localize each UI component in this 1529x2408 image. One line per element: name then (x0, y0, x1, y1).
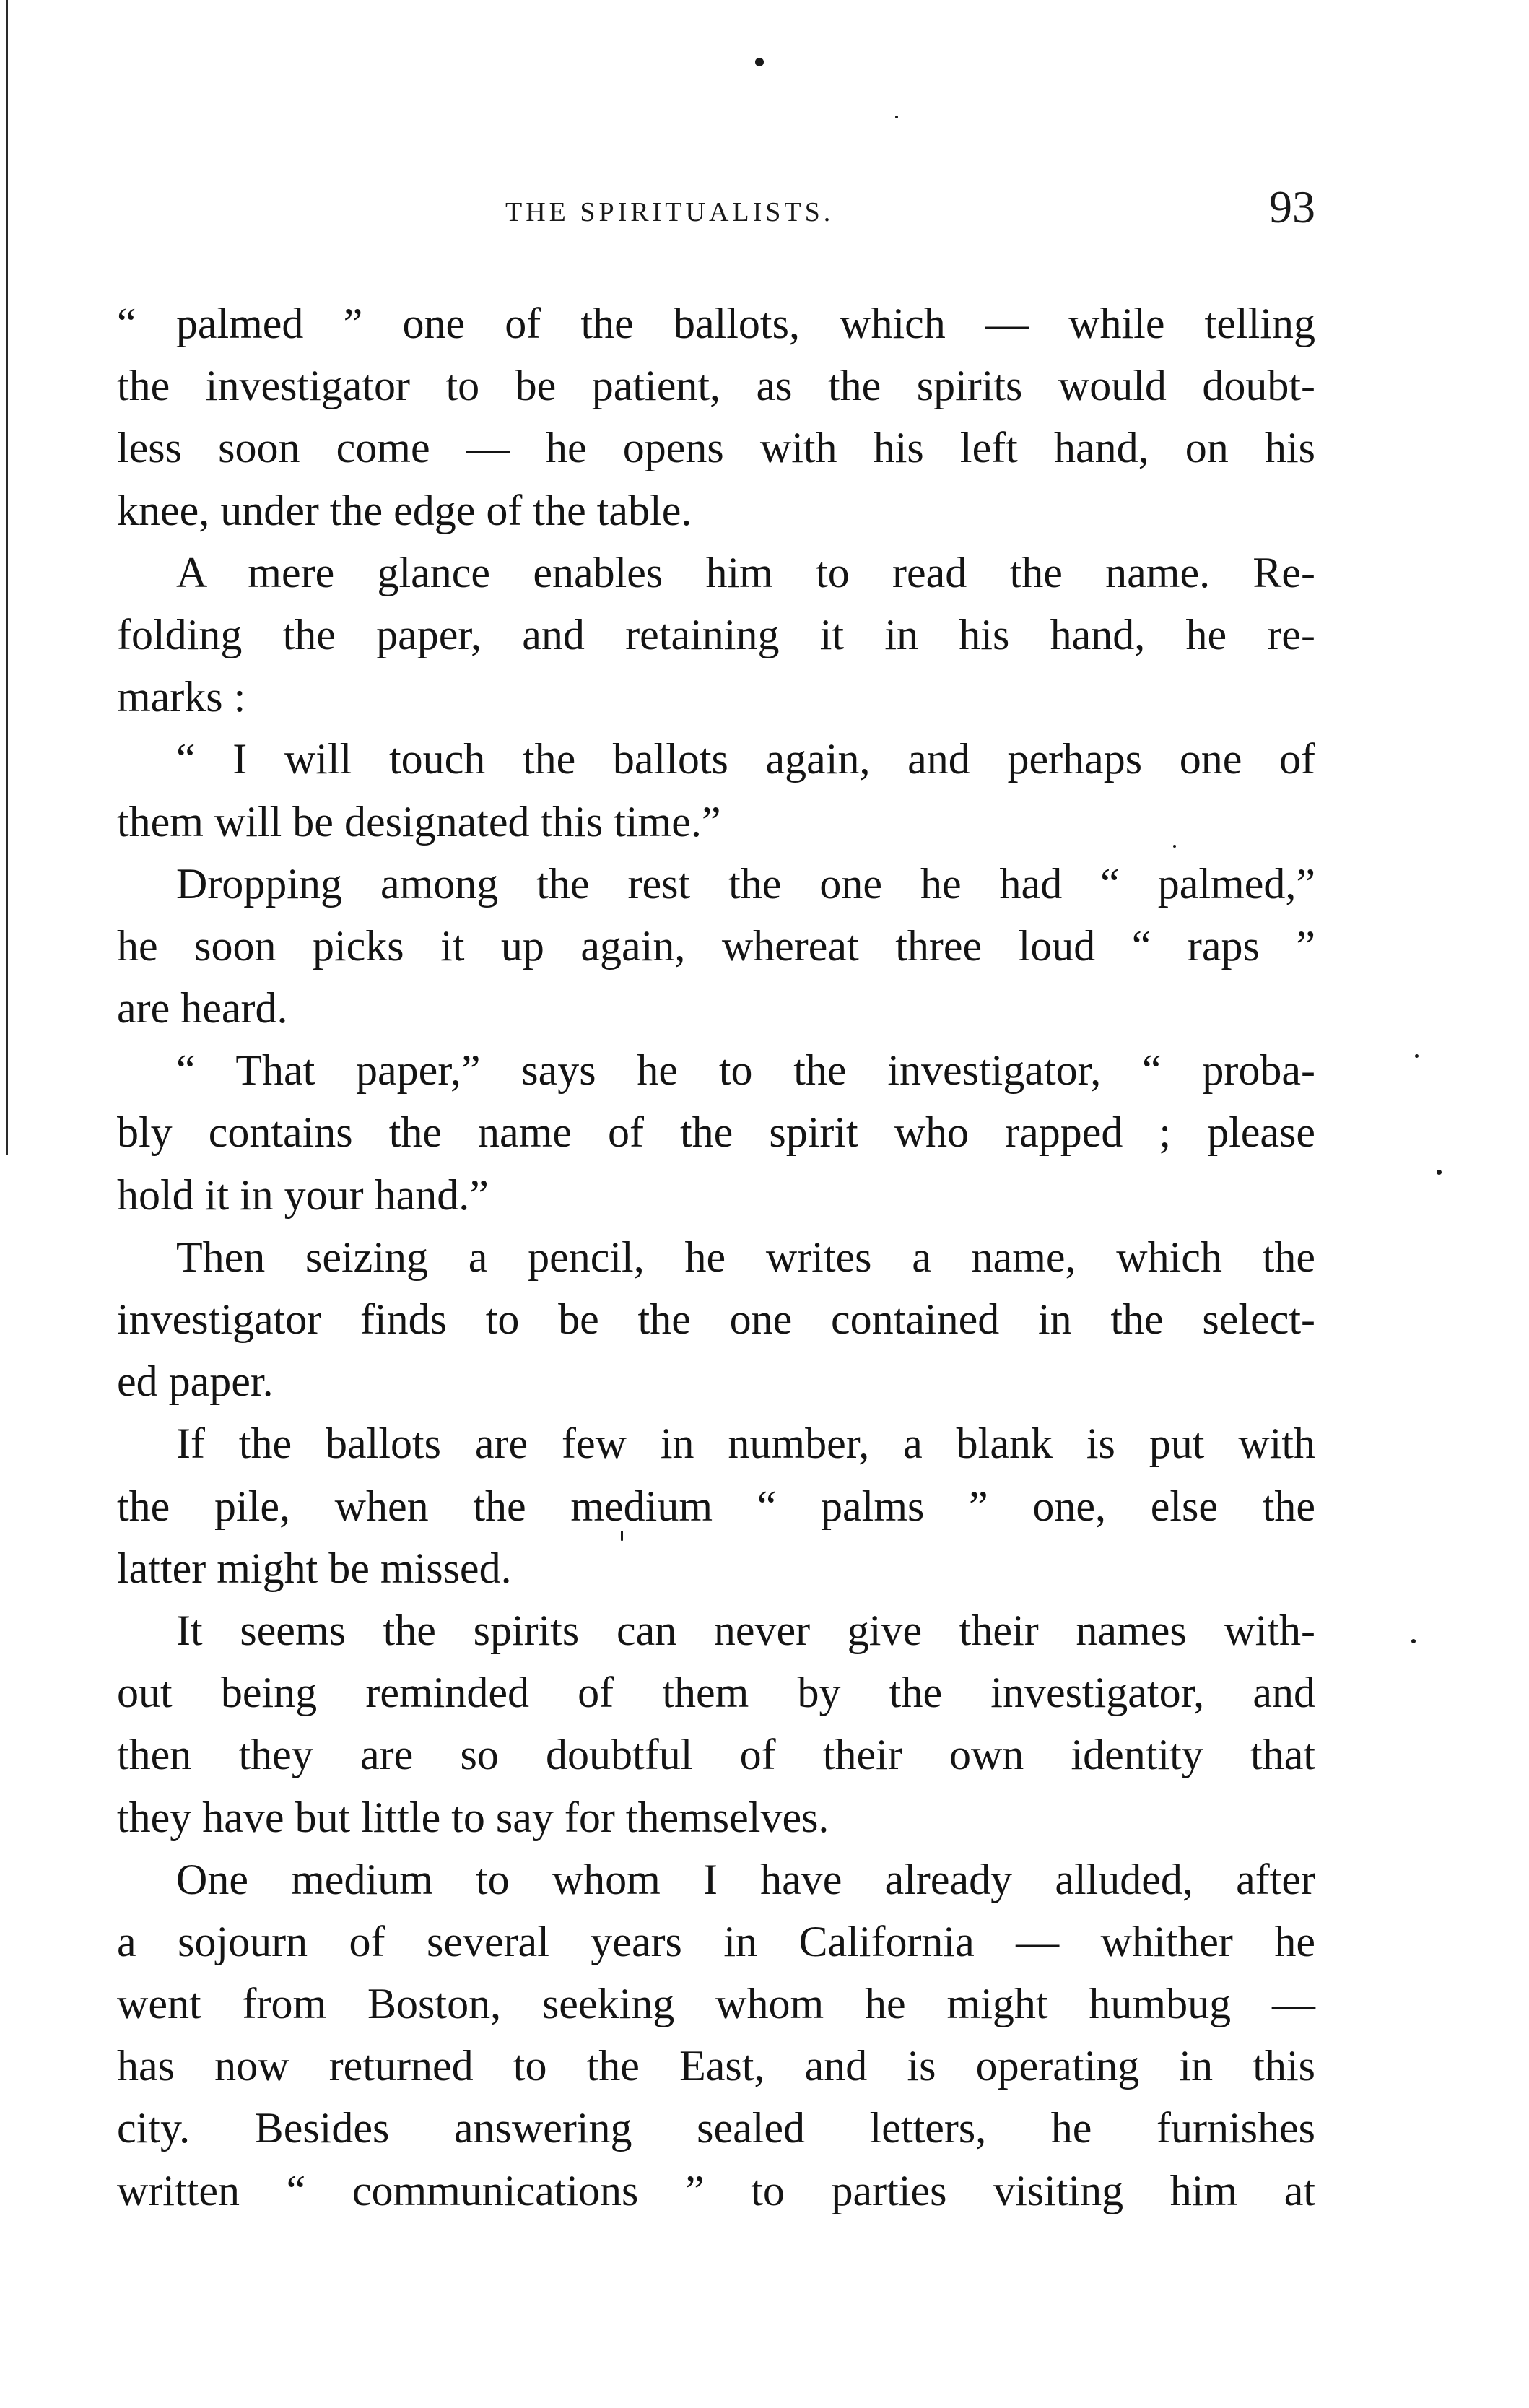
body-text (117, 292, 1315, 2222)
text-line: are heard. (117, 984, 288, 1033)
text-line: One medium to whom I have already alluded, after (176, 1855, 1315, 1903)
text-line: A mere glance enables him to read the name. Re- (176, 548, 1315, 596)
text-line: city. Besides answering sealed letters, he furnishes (117, 2104, 1315, 2152)
text-line: Then seizing a pencil, he writes a name, which the (176, 1233, 1315, 1281)
text-line: knee, under the edge of the table. (117, 486, 692, 534)
text-line: hold it in your hand.” (117, 1170, 489, 1219)
text-line: If the ballots are few in number, a blank is put with (176, 1420, 1315, 1468)
text-line: the pile, when the medium “ palms ” one, else the (117, 1482, 1315, 1530)
text-line: latter might be missed. (117, 1544, 512, 1592)
text-line: bly contains the name of the spirit who rapped ; please (117, 1108, 1315, 1157)
text-line: they have but little to say for themselves. (117, 1793, 829, 1841)
page-number: 93 (1269, 181, 1315, 232)
text-line: “ palmed ” one of the ballots, which — while telling (117, 300, 1315, 347)
text-line: marks : (117, 673, 246, 721)
text-line: investigator finds to be the one contained in the select- (117, 1295, 1315, 1343)
text-line: It seems the spirits can never give their names with- (176, 1606, 1315, 1654)
text-line: less soon come — he opens with his left hand, on his (117, 424, 1315, 472)
text-line: them will be designated this time.” (117, 797, 721, 846)
text-line: went from Boston, seeking whom he might humbug — (117, 1980, 1315, 2028)
text-line: ed paper. (117, 1357, 274, 1406)
ink-speck (755, 58, 764, 66)
text-line: out being reminded of them by the investigator, and (117, 1669, 1315, 1717)
ink-speck (1411, 1639, 1416, 1643)
binding-rule (6, 0, 8, 1155)
running-head: THE SPIRITUALISTS. (505, 197, 835, 227)
ink-speck (1415, 1054, 1419, 1058)
text-line: has now returned to the East, and is operating in this (117, 2042, 1315, 2090)
ink-speck (1437, 1170, 1442, 1175)
text-line: then they are so doubtful of their own identity that (117, 1731, 1315, 1779)
text-line: a sojourn of several years in California — whither he (117, 1917, 1315, 1965)
text-line: “ That paper,” says he to the investigator, “ proba- (176, 1046, 1315, 1095)
text-line: the investigator to be patient, as the spirits would doubt- (117, 362, 1315, 410)
text-line: written “ communications ” to parties visiting him at (117, 2166, 1315, 2214)
text-line: folding the paper, and retaining it in his hand, he re- (117, 610, 1315, 658)
text-line: Dropping among the rest the one he had “ palmed,” (176, 859, 1315, 908)
ink-speck (895, 116, 898, 118)
text-line: “ I will touch the ballots again, and perhaps one of (176, 735, 1315, 783)
text-line: he soon picks it up again, whereat three loud “ raps ” (117, 921, 1315, 970)
